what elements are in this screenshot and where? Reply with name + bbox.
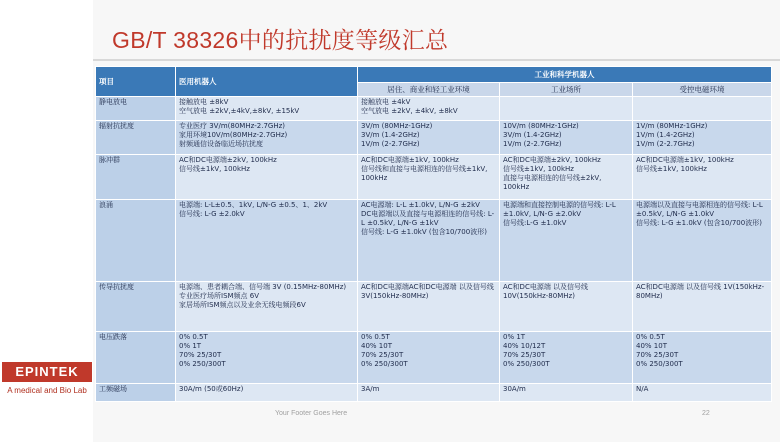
cell-line: 信号线:L-G ±1.0kV <box>503 219 567 227</box>
cell-line: 0% 0.5T <box>179 333 208 341</box>
row-item-label: 辐射抗扰度 <box>96 121 176 155</box>
cell-line: 1V/m (2-2.7GHz) <box>503 140 562 148</box>
cell-line: 1V/m (2-2.7GHz) <box>361 140 420 148</box>
cell-line: 0% 250/300T <box>179 360 226 368</box>
table-row <box>96 97 772 121</box>
cell-res <box>358 97 500 121</box>
cell-ind <box>500 200 633 282</box>
cell-line: 0% 250/300T <box>636 360 683 368</box>
cell-ctrl <box>633 121 772 155</box>
cell-line: 家居场所ISM频点以及业余无线电频段6V <box>179 301 306 309</box>
cell-line: DC电源端以及直接与电源相连的信号线: L-L ±0.5kV, L/N-G ±1kV <box>361 210 495 227</box>
cell-line: AC和DC电源端AC和DC电源端 以及信号线 3V(150kHz-80MHz) <box>361 283 494 300</box>
cell-line: 0% 1T <box>179 342 202 350</box>
subheader-industrial-site: 工业场所 <box>500 83 633 97</box>
cell-line: 电源端、患者耦合端、信号端 3V (0.15MHz-80MHz) <box>179 283 347 291</box>
cell-line: 专业医疗 3V/m(80MHz-2.7GHz) <box>179 122 286 130</box>
cell-medical <box>176 200 358 282</box>
cell-line: 40% 10T <box>636 342 667 350</box>
row-item-label: 静电放电 <box>96 97 176 121</box>
header-industrial-robot: 工业和科学机器人 <box>358 67 772 83</box>
cell-res <box>358 332 500 384</box>
page-number: 22 <box>702 410 710 417</box>
table-row <box>96 332 772 384</box>
table-body <box>96 97 772 402</box>
row-item-label: 浪涌 <box>96 200 176 282</box>
cell-line: 3V/m (1.4-2GHz) <box>361 131 420 139</box>
cell-line: 信号线和直接与电源相连的信号线±1kV, 100kHz <box>361 165 488 182</box>
cell-ctrl <box>633 282 772 332</box>
cell-line: 信号线±1kV, 100kHz <box>503 165 574 173</box>
cell-line: AC电源端: L-L ±1.0kV, L/N-G ±2kV <box>361 201 480 209</box>
cell-line: 接触放电 ±8kV <box>179 98 229 106</box>
cell-line: 0% 250/300T <box>361 360 408 368</box>
cell-ctrl <box>633 200 772 282</box>
cell-line: 信号线±1kV, 100kHz <box>636 165 707 173</box>
cell-line: 0% 0.5T <box>636 333 665 341</box>
cell-line: 40% 10T <box>361 342 392 350</box>
cell-line: N/A <box>636 385 649 393</box>
cell-ind <box>500 332 633 384</box>
cell-ctrl <box>633 155 772 200</box>
logo-brand: EPINTEK <box>2 362 92 382</box>
cell-medical <box>176 155 358 200</box>
cell-line: 3A/m <box>361 385 380 393</box>
cell-line: 70% 25/30T <box>636 351 679 359</box>
cell-line: AC和DC电源端±2kV, 100kHz <box>179 156 277 164</box>
cell-medical <box>176 97 358 121</box>
cell-line: 0% 0.5T <box>361 333 390 341</box>
cell-ctrl <box>633 384 772 402</box>
row-item-label: 电压跌落 <box>96 332 176 384</box>
cell-line: 0% 1T <box>503 333 526 341</box>
cell-line: 信号线±1kV, 100kHz <box>179 165 250 173</box>
cell-medical <box>176 282 358 332</box>
cell-ind <box>500 155 633 200</box>
table-row <box>96 384 772 402</box>
header-item: 项目 <box>96 67 176 97</box>
cell-ind <box>500 121 633 155</box>
cell-line: 1V/m (1.4-2GHz) <box>636 131 695 139</box>
table-row <box>96 121 772 155</box>
cell-medical <box>176 332 358 384</box>
immunity-level-table <box>95 66 772 402</box>
cell-res <box>358 121 500 155</box>
cell-medical <box>176 384 358 402</box>
epintek-logo <box>2 362 92 408</box>
slide-footer: Your Footer Goes Here <box>275 410 348 417</box>
table-row <box>96 200 772 282</box>
cell-line: 1V/m (2-2.7GHz) <box>636 140 695 148</box>
cell-medical <box>176 121 358 155</box>
cell-line: 40% 10/12T <box>503 342 546 350</box>
cell-ind <box>500 97 633 121</box>
cell-line: AC和DC电源端 以及信号线 10V(150kHz-80MHz) <box>503 283 589 300</box>
slide-title: GB/T 38326中的抗扰度等级汇总 <box>112 27 449 53</box>
cell-ctrl <box>633 332 772 384</box>
cell-line: AC和DC电源端 以及信号线 1V(150kHz-80MHz) <box>636 283 765 300</box>
header-medical-robot: 医用机器人 <box>176 67 358 97</box>
cell-line: 3V/m (80MHz-1GHz) <box>361 122 433 130</box>
cell-line: 信号线: L-G ±1.0kV (包含10/700波形) <box>361 228 487 236</box>
cell-line: AC和DC电源端±1kV, 100kHz <box>361 156 459 164</box>
cell-res <box>358 200 500 282</box>
cell-line: 70% 25/30T <box>503 351 546 359</box>
cell-line: 信号线: L-G ±2.0kV <box>179 210 245 218</box>
title-divider <box>93 59 780 61</box>
cell-line: 30A/m <box>503 385 526 393</box>
cell-line: 专业医疗场所ISM频点 6V <box>179 292 260 300</box>
cell-line: 空气放电 ±2kV, ±4kV, ±8kV <box>361 107 458 115</box>
cell-line: 电源端: L-L±0.5、1kV, L/N-G ±0.5、1、2kV <box>179 201 328 209</box>
cell-line: 70% 25/30T <box>179 351 222 359</box>
cell-res <box>358 384 500 402</box>
cell-line: 0% 250/300T <box>503 360 550 368</box>
subheader-controlled-em: 受控电磁环境 <box>633 83 772 97</box>
table-row <box>96 155 772 200</box>
cell-ind <box>500 282 633 332</box>
logo-tagline: A medical and Bio Lab <box>7 386 87 395</box>
row-item-label: 脉冲群 <box>96 155 176 200</box>
cell-line: 空气放电 ±2kV,±4kV,±8kV, ±15kV <box>179 107 300 115</box>
cell-line: 电源端以及直接与电源相连的信号线: L-L ±0.5kV, L/N-G ±1.0kV <box>636 201 763 218</box>
cell-line: 家用环境10V/m(80MHz-2.7GHz) <box>179 131 288 139</box>
cell-line: 3V/m (1.4-2GHz) <box>503 131 562 139</box>
cell-line: AC和DC电源端±1kV, 100kHz <box>636 156 734 164</box>
table-row <box>96 282 772 332</box>
subheader-residential: 居住、商业和轻工业环境 <box>358 83 500 97</box>
cell-line: 电源端和直接控制电源的信号线: L-L ±1.0kV, L/N-G ±2.0kV <box>503 201 616 218</box>
row-item-label: 传导抗扰度 <box>96 282 176 332</box>
cell-line: 1V/m (80MHz-1GHz) <box>636 122 708 130</box>
cell-line: 信号线: L-G ±1.0kV (包含10/700波形) <box>636 219 762 227</box>
cell-res <box>358 155 500 200</box>
cell-line: AC和DC电源端±2kV, 100kHz <box>503 156 601 164</box>
cell-line: 70% 25/30T <box>361 351 404 359</box>
cell-line: 射频通信设备临近场抗扰度 <box>179 140 263 148</box>
cell-ind <box>500 384 633 402</box>
cell-line: 接触放电 ±4kV <box>361 98 411 106</box>
cell-res <box>358 282 500 332</box>
cell-ctrl <box>633 97 772 121</box>
cell-line: 30A/m (50或60Hz) <box>179 385 244 393</box>
cell-line: 10V/m (80MHz-1GHz) <box>503 122 579 130</box>
row-item-label: 工频磁场 <box>96 384 176 402</box>
cell-line: 直接与电源相连的信号线±2kV, 100kHz <box>503 174 602 191</box>
